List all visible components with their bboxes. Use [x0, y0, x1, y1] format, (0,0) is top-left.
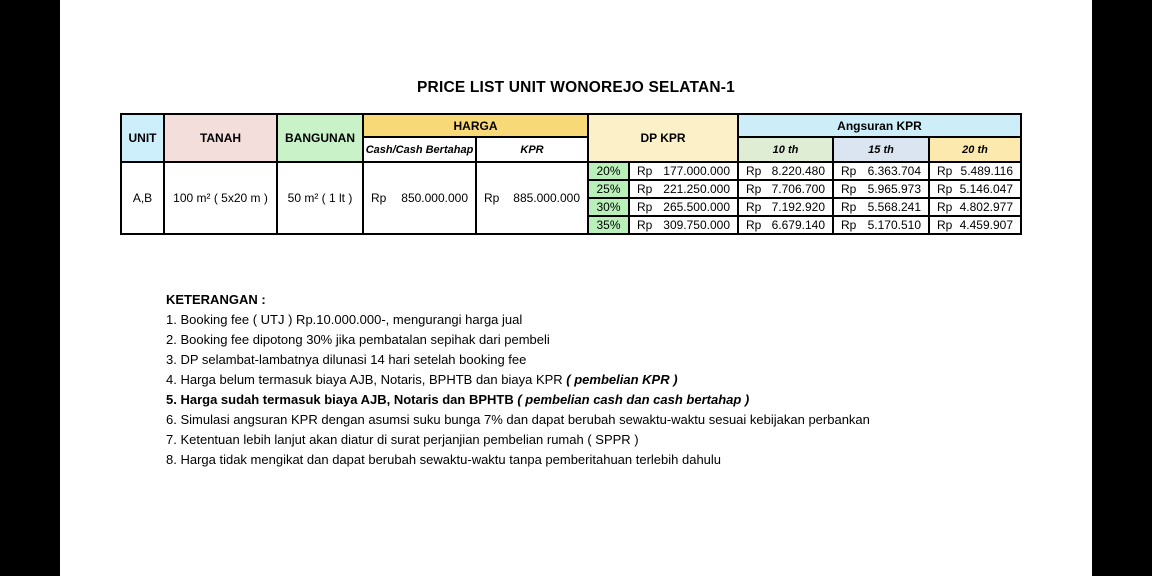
amount-value: 6.363.704: [867, 164, 921, 178]
note-item-8: [166, 450, 870, 470]
angsuran-20th-amount: [930, 182, 1020, 196]
note-item-1: [166, 310, 870, 330]
amount-value: 4.802.977: [959, 200, 1014, 214]
col-header-tanah: TANAH: [164, 114, 277, 162]
cell-bangunan: 50 m² ( 1 lt ): [277, 162, 363, 234]
currency-label: Rp: [746, 200, 762, 214]
currency-label: Rp: [841, 164, 857, 178]
cell-angsuran-10th: [738, 216, 833, 234]
cell-angsuran-10th: [738, 180, 833, 198]
note-text: 6. Simulasi angsuran KPR dengan asumsi suku bunga 7% dan dapat berubah sewaktu-waktu sesuai kebijakan perbankan: [166, 412, 870, 427]
cell-tanah: 100 m² ( 5x20 m ): [164, 162, 277, 234]
angsuran-10th-amount: [739, 200, 832, 214]
currency-label: Rp: [746, 164, 762, 178]
cash-price-amount: [364, 191, 475, 205]
note-item-5: [166, 390, 870, 410]
price-table: [120, 113, 1022, 235]
note-text: 3. DP selambat-lambatnya dilunasi 14 hari setelah booking fee: [166, 352, 527, 367]
dp-amount: [630, 218, 737, 232]
col-header-15th: 15 th: [833, 137, 929, 162]
cell-dp-amount: [629, 198, 738, 216]
col-header-20th: 20 th: [929, 137, 1021, 162]
currency-label: Rp: [637, 182, 653, 196]
cell-angsuran-20th: [929, 162, 1021, 180]
amount-value: 7.192.920: [771, 200, 825, 214]
amount-value: 8.220.480: [771, 164, 825, 178]
col-header-cash-bertahap: Cash/Cash Bertahap: [363, 137, 476, 162]
amount-value: 4.459.907: [959, 218, 1014, 232]
cell-dp-amount: [629, 180, 738, 198]
note-emphasis: ( pembelian KPR ): [566, 372, 678, 387]
col-header-bangunan: BANGUNAN: [277, 114, 363, 162]
amount-value: 5.170.510: [867, 218, 921, 232]
page-title: PRICE LIST UNIT WONOREJO SELATAN-1: [417, 79, 735, 96]
note-text: 7. Ketentuan lebih lanjut akan diatur di surat perjanjian pembelian rumah ( SPPR ): [166, 432, 639, 447]
amount-value: 5.489.116: [960, 164, 1014, 178]
amount-value: 5.146.047: [959, 182, 1014, 196]
col-header-kpr: KPR: [476, 137, 588, 162]
amount-value: 265.500.000: [663, 200, 730, 214]
currency-label: Rp: [841, 218, 857, 232]
angsuran-15th-amount: [834, 164, 928, 178]
angsuran-15th-amount: [834, 182, 928, 196]
note-text: 4. Harga belum termasuk biaya AJB, Notaris, BPHTB dan biaya KPR: [166, 372, 567, 387]
col-header-harga: HARGA: [363, 114, 588, 137]
currency-label: Rp: [637, 218, 653, 232]
table-row: [121, 162, 1021, 180]
amount-value: 7.706.700: [771, 182, 825, 196]
cell-angsuran-20th: [929, 216, 1021, 234]
kpr-price-amount: [477, 191, 587, 205]
currency-label: Rp: [484, 191, 500, 205]
note-item-6: [166, 410, 870, 430]
cell-angsuran-20th: [929, 198, 1021, 216]
cell-dp-pct: 25%: [588, 180, 629, 198]
amount-value: 177.000.000: [663, 164, 730, 178]
amount-value: 850.000.000: [401, 191, 468, 205]
currency-label: Rp: [937, 182, 953, 196]
amount-value: 885.000.000: [513, 191, 580, 205]
currency-label: Rp: [637, 200, 653, 214]
col-header-unit: UNIT: [121, 114, 164, 162]
currency-label: Rp: [371, 191, 387, 205]
col-header-10th: 10 th: [738, 137, 833, 162]
angsuran-20th-amount: [930, 218, 1020, 232]
currency-label: Rp: [637, 164, 653, 178]
dp-amount: [630, 164, 737, 178]
note-item-2: [166, 330, 870, 350]
cell-angsuran-15th: [833, 198, 929, 216]
note-text: 5. Harga sudah termasuk biaya AJB, Notaris dan BPHTB: [166, 392, 518, 407]
cell-angsuran-15th: [833, 180, 929, 198]
cell-dp-amount: [629, 216, 738, 234]
cell-unit: A,B: [121, 162, 164, 234]
letterbox-right: [1092, 0, 1152, 576]
currency-label: Rp: [841, 182, 857, 196]
note-text: 1. Booking fee ( UTJ ) Rp.10.000.000-, mengurangi harga jual: [166, 312, 523, 327]
currency-label: Rp: [937, 164, 953, 178]
notes-section: [166, 290, 870, 470]
cell-angsuran-10th: [738, 198, 833, 216]
note-item-7: [166, 430, 870, 450]
currency-label: Rp: [937, 200, 953, 214]
angsuran-10th-amount: [739, 182, 832, 196]
cell-kpr-price: [476, 162, 588, 234]
cell-angsuran-15th: [833, 216, 929, 234]
note-emphasis: ( pembelian cash dan cash bertahap ): [517, 392, 750, 407]
amount-value: 5.965.973: [867, 182, 921, 196]
currency-label: Rp: [746, 218, 762, 232]
col-header-dp-kpr: DP KPR: [588, 114, 738, 162]
dp-amount: [630, 200, 737, 214]
amount-value: 5.568.241: [867, 200, 921, 214]
cell-dp-amount: [629, 162, 738, 180]
angsuran-10th-amount: [739, 164, 832, 178]
cell-dp-pct: 30%: [588, 198, 629, 216]
note-text: 8. Harga tidak mengikat dan dapat berubah sewaktu-waktu tanpa pemberitahuan terlebih dahulu: [166, 452, 722, 467]
notes-heading: KETERANGAN :: [166, 292, 266, 307]
currency-label: Rp: [746, 182, 762, 196]
note-item-3: [166, 350, 870, 370]
cell-dp-pct: 35%: [588, 216, 629, 234]
angsuran-20th-amount: [930, 200, 1020, 214]
cell-cash-price: [363, 162, 476, 234]
currency-label: Rp: [937, 218, 953, 232]
amount-value: 6.679.140: [771, 218, 825, 232]
angsuran-15th-amount: [834, 200, 928, 214]
amount-value: 221.250.000: [663, 182, 730, 196]
amount-value: 309.750.000: [663, 218, 730, 232]
note-text: 2. Booking fee dipotong 30% jika pembatalan sepihak dari pembeli: [166, 332, 550, 347]
header-row-groups: [121, 114, 1021, 137]
dp-amount: [630, 182, 737, 196]
letterbox-left: [0, 0, 60, 576]
note-item-4: [166, 370, 870, 390]
cell-angsuran-15th: [833, 162, 929, 180]
angsuran-15th-amount: [834, 218, 928, 232]
cell-angsuran-20th: [929, 180, 1021, 198]
cell-dp-pct: 20%: [588, 162, 629, 180]
currency-label: Rp: [841, 200, 857, 214]
col-header-angsuran-kpr: Angsuran KPR: [738, 114, 1021, 137]
cell-angsuran-10th: [738, 162, 833, 180]
angsuran-20th-amount: [930, 164, 1020, 178]
angsuran-10th-amount: [739, 218, 832, 232]
